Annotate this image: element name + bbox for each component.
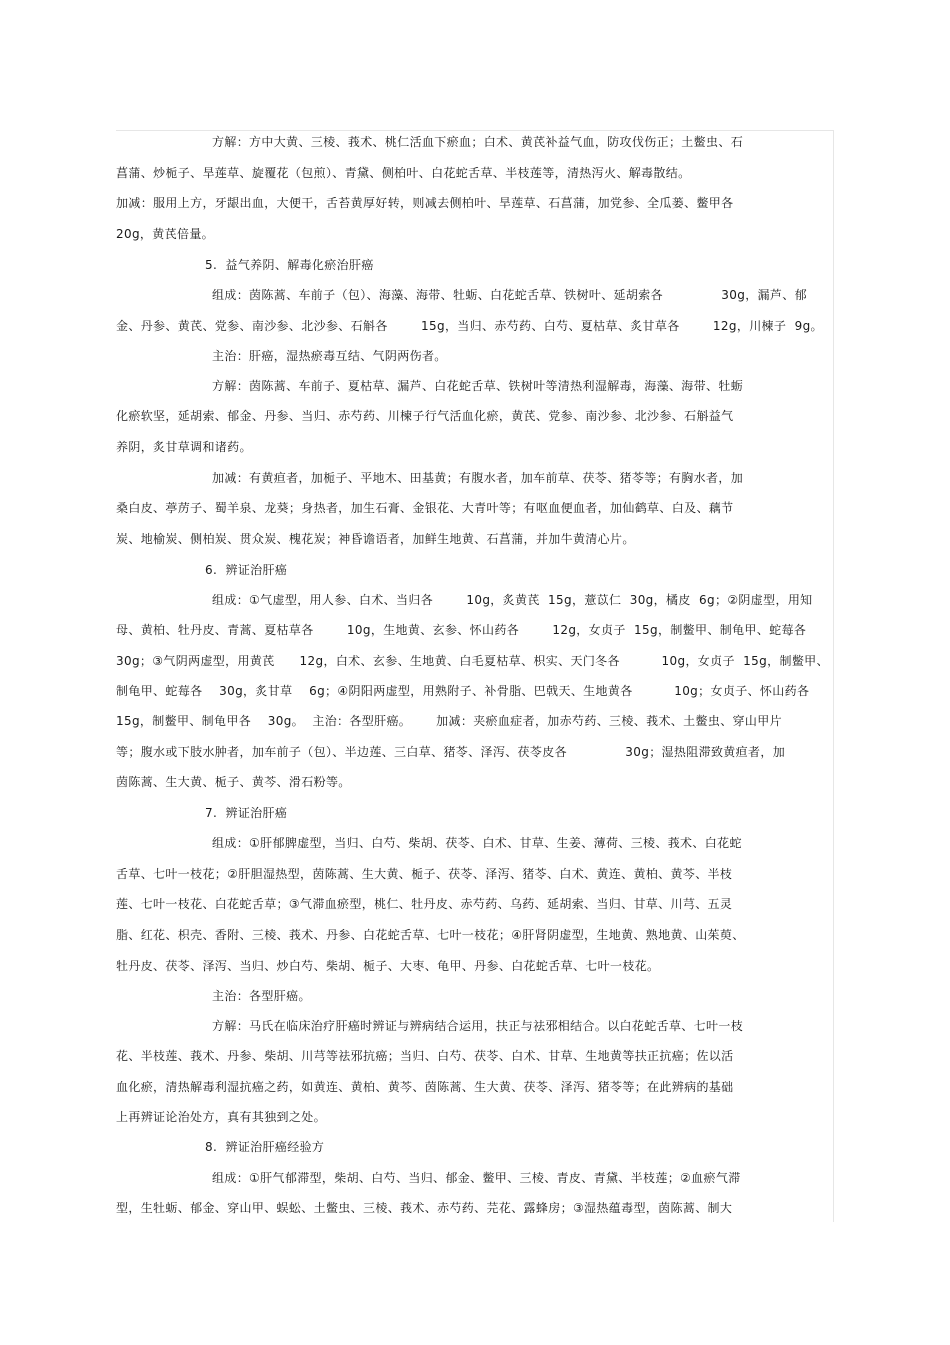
text-line: 炭、地榆炭、侧柏炭、贯众炭、槐花炭；神昏谵语者，加鲜生地黄、石菖蒲，并加牛黄清心片。 <box>116 532 635 546</box>
text-line: 桑白皮、葶苈子、蜀羊泉、龙葵；身热者，加生石膏、金银花、大青叶等；有呕血便血者，加仙鹤草、白及、藕节 <box>116 501 734 515</box>
text-line: 20g，黄芪倍量。 <box>116 227 215 241</box>
text-line: 上再辨证论治处方，真有其独到之处。 <box>116 1110 326 1124</box>
text-line: 主治：肝癌，湿热瘀毒互结、气阴两伤者。 <box>212 349 447 363</box>
text-line: 15g，制鳖甲、制龟甲各 30g。 主治：各型肝癌。 加减：夹瘀血症者，加赤芍药、三棱、莪术、土鳖虫、穿山甲片 <box>116 714 782 728</box>
text-line: 型，生牡蛎、郁金、穿山甲、蜈蚣、土鳖虫、三棱、莪术、赤芍药、芫花、露蜂房；③湿热蕴毒型，茵陈蒿、制大 <box>116 1201 733 1215</box>
text-line: 方解：茵陈蒿、车前子、夏枯草、漏芦、白花蛇舌草、铁树叶等清热利湿解毒，海藻、海带、牡蛎 <box>212 379 744 393</box>
text-line: 30g；③气阴两虚型，用黄芪 12g，白术、玄参、生地黄、白毛夏枯草、枳实、天门冬各 10g，女贞子 15g，制鳖甲、 <box>116 654 829 668</box>
text-line: 组成：①气虚型，用人参、白术、当归各 10g，炙黄芪 15g，薏苡仁 30g，橘皮 6g；②阴虚型，用知 <box>212 593 813 607</box>
text-line: 莲、七叶一枝花、白花蛇舌草；③气滞血瘀型，桃仁、牡丹皮、赤芍药、乌药、延胡索、当归、甘草、川芎、五灵 <box>116 897 733 911</box>
text-line: 加减：有黄疸者，加栀子、平地木、田基黄；有腹水者，加车前草、茯苓、猪苓等；有胸水者，加 <box>212 471 744 485</box>
text-line: 组成：①肝气郁滞型，柴胡、白芍、当归、郁金、鳖甲、三棱、青皮、青黛、半枝莲；②血瘀气滞 <box>212 1171 741 1185</box>
text-line: 方解：方中大黄、三棱、莪术、桃仁活血下瘀血；白术、黄芪补益气血，防攻伐伤正；土鳖虫、石 <box>212 135 744 149</box>
text-line: 舌草、七叶一枝花；②肝胆湿热型，茵陈蒿、生大黄、栀子、茯苓、泽泻、猪苓、白术、黄连、黄柏、黄芩、半枝 <box>116 867 733 881</box>
text-line: 花、半枝莲、莪术、丹参、柴胡、川芎等祛邪抗癌；当归、白芍、茯苓、白术、甘草、生地黄等扶正抗癌；佐以活 <box>116 1049 734 1063</box>
text-line: 金、丹参、黄芪、党参、南沙参、北沙参、石斛各 15g，当归、赤芍药、白芍、夏枯草、炙甘草各 12g，川楝子 9g。 <box>116 319 823 333</box>
text-line: 脂、红花、枳壳、香附、三棱、莪术、丹参、白花蛇舌草、七叶一枝花；④肝肾阴虚型，生地黄、熟地黄、山茱萸、 <box>116 928 745 942</box>
page-frame-right-border <box>833 130 834 1222</box>
text-line: 组成：①肝郁脾虚型，当归、白芍、柴胡、茯苓、白术、甘草、生姜、薄荷、三棱、莪术、白花蛇 <box>212 836 742 850</box>
text-line: 加减：服用上方，牙龈出血，大便干，舌苔黄厚好转，则减去侧柏叶、旱莲草、石菖蒲，加党参、全瓜蒌、鳖甲各 <box>116 196 734 210</box>
text-line: 主治：各型肝癌。 <box>212 989 311 1003</box>
text-line: 等；腹水或下肢水肿者，加车前子（包）、半边莲、三白草、猪苓、泽泻、茯苓皮各 30g；湿热阻滞致黄疸者，加 <box>116 745 786 759</box>
text-line: 方解：马氏在临床治疗肝癌时辨证与辨病结合运用，扶正与祛邪相结合。以白花蛇舌草、七叶一枝 <box>212 1019 744 1033</box>
text-line: 化瘀软坚，延胡索、郁金、丹参、当归、赤芍药、川楝子行气活血化瘀，黄芪、党参、南沙参、北沙参、石斛益气 <box>116 409 734 423</box>
text-line: 牡丹皮、茯苓、泽泻、当归、炒白芍、柴胡、栀子、大枣、龟甲、丹参、白花蛇舌草、七叶一枝花。 <box>116 959 660 973</box>
text-line: 血化瘀，清热解毒利湿抗癌之药，如黄连、黄柏、黄芩、茵陈蒿、生大黄、茯苓、泽泻、猪苓等；在此辨病的基础 <box>116 1080 734 1094</box>
text-line: 母、黄柏、牡丹皮、青蒿、夏枯草各 10g，生地黄、玄参、怀山药各 12g，女贞子 15g，制鳖甲、制龟甲、蛇莓各 <box>116 623 807 637</box>
text-line: 制龟甲、蛇莓各 30g，炙甘草 6g；④阴阳两虚型，用熟附子、补骨脂、巴戟天、生地黄各 10g；女贞子、怀山药各 <box>116 684 810 698</box>
text-line: 菖蒲、炒栀子、旱莲草、旋覆花（包煎）、青黛、侧柏叶、白花蛇舌草、半枝莲等，清热泻火、解毒散结。 <box>116 166 691 180</box>
text-line: 组成：茵陈蒿、车前子（包）、海藻、海带、牡蛎、白花蛇舌草、铁树叶、延胡索各 30g，漏芦、郁 <box>212 288 807 302</box>
page-frame-top-border <box>116 130 834 131</box>
text-line: 养阴，炙甘草调和诸药。 <box>116 440 252 454</box>
section-heading: 6. 辨证治肝癌 <box>205 563 288 577</box>
section-heading: 7. 辨证治肝癌 <box>205 806 288 820</box>
section-heading: 5. 益气养阴、解毒化瘀治肝癌 <box>205 258 374 272</box>
section-heading: 8. 辨证治肝癌经验方 <box>205 1140 325 1154</box>
text-line: 茵陈蒿、生大黄、栀子、黄芩、滑石粉等。 <box>116 775 351 789</box>
